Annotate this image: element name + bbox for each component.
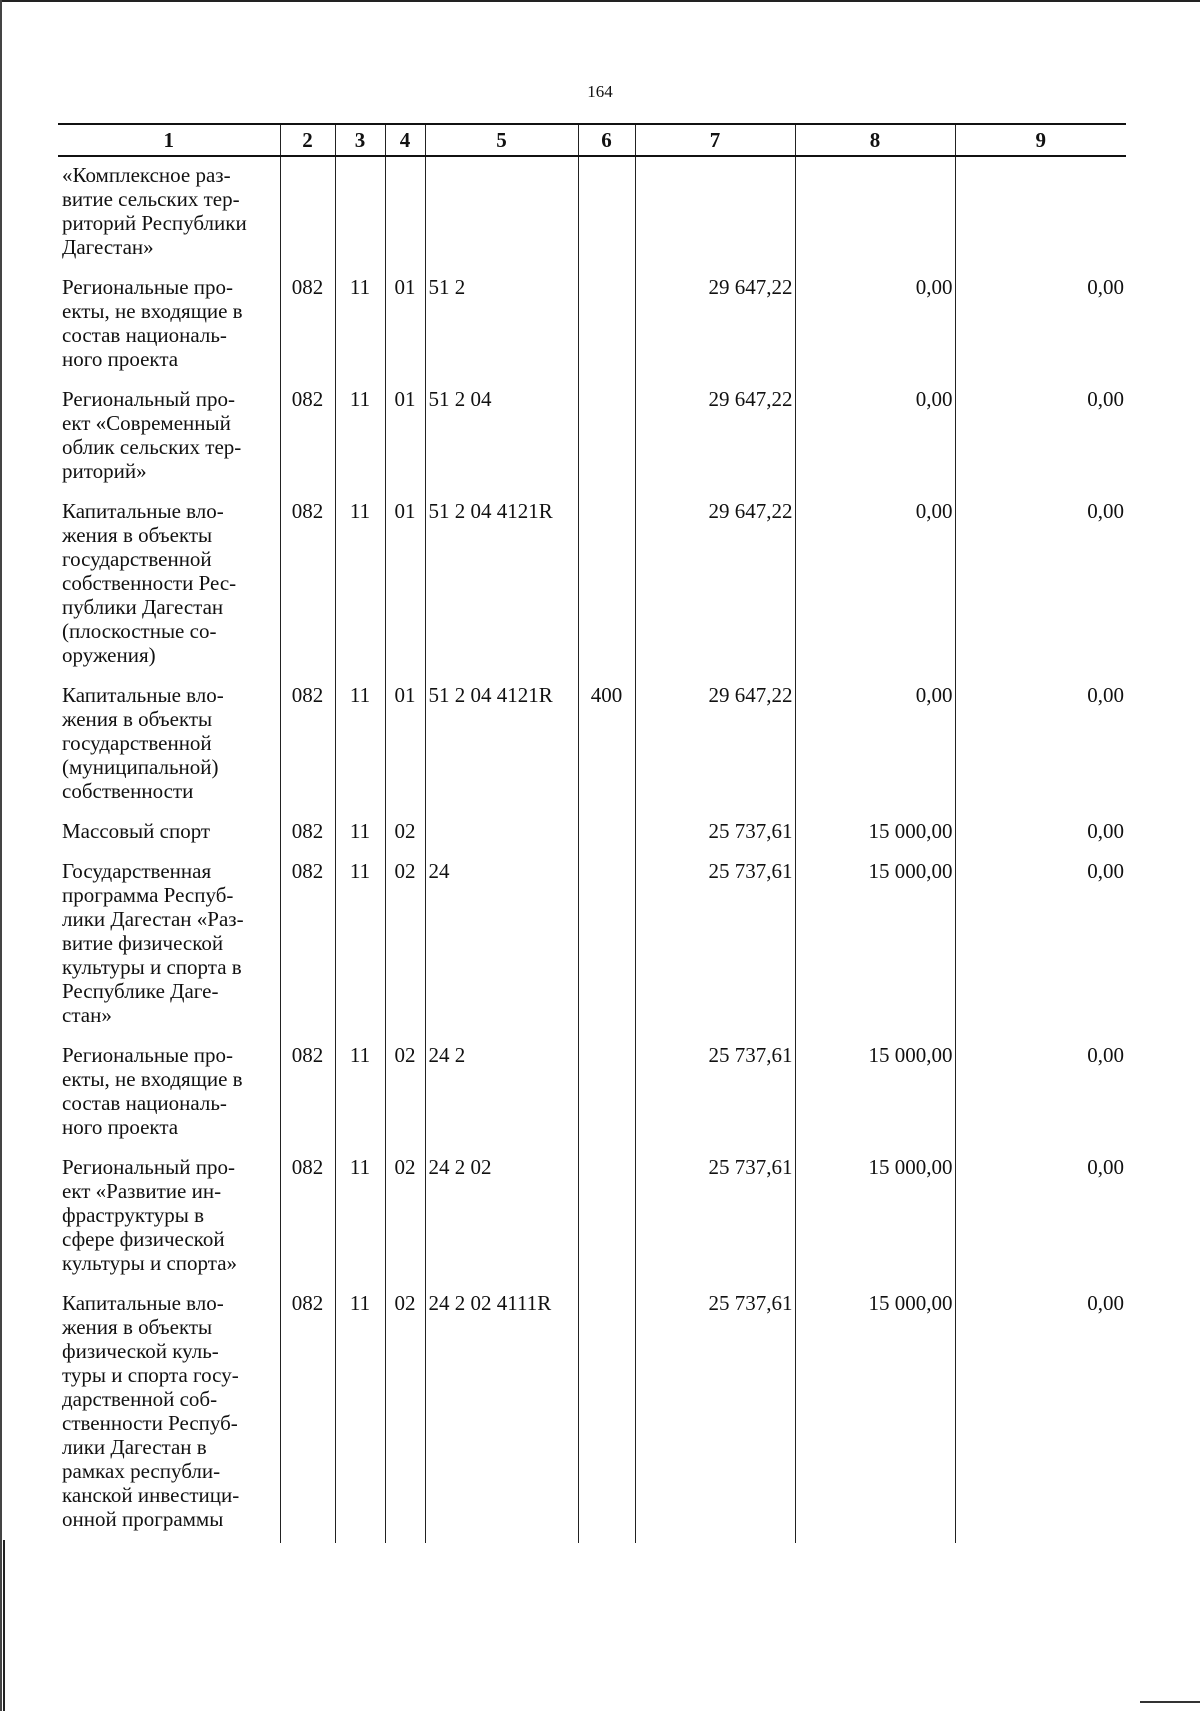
cell-section: 11: [335, 383, 385, 495]
header-row: [58, 124, 1126, 156]
cell-amount-col8: 0,00: [795, 495, 955, 679]
row-name-line: собственности Рес-: [62, 571, 237, 595]
table-row: [58, 1039, 1126, 1151]
cell-amount-col8: 15 000,00: [795, 1287, 955, 1543]
cell-amount-col8: [795, 156, 955, 271]
row-name-line: Дагестан»: [62, 235, 154, 259]
cell-amount-col9: [955, 156, 1126, 271]
header-col-5: 5: [425, 124, 578, 156]
cell-subsection: 01: [385, 495, 425, 679]
cell-expense-type: 400: [578, 679, 635, 815]
cell-target-article: 24 2 02 4111R: [425, 1287, 578, 1543]
row-name-line: Региональные про-: [62, 275, 234, 299]
cell-target-article: 51 2 04 4121R: [425, 679, 578, 815]
row-name-line: риторий»: [62, 459, 147, 483]
row-name-line: дарственной соб-: [62, 1387, 218, 1411]
cell-amount-col8: 0,00: [795, 271, 955, 383]
row-name-line: Капитальные вло-: [62, 1291, 224, 1315]
cell-amount-col8: 0,00: [795, 679, 955, 815]
cell-target-article: [425, 156, 578, 271]
header-col-9: 9: [955, 124, 1126, 156]
cell-expense-type: [578, 815, 635, 855]
row-name: [58, 156, 280, 271]
cell-amount-col9: 0,00: [955, 1287, 1126, 1543]
row-name-line: Региональные про-: [62, 1043, 234, 1067]
row-name-line: рамках республи-: [62, 1459, 221, 1483]
cell-amount-col7: 29 647,22: [635, 679, 795, 815]
row-name-line: (муниципальной): [62, 755, 219, 779]
cell-section: 11: [335, 1039, 385, 1151]
row-name-line: культуры и спорта»: [62, 1251, 238, 1275]
cell-amount-col8: 15 000,00: [795, 1151, 955, 1287]
cell-target-article: 51 2 04 4121R: [425, 495, 578, 679]
header-col-2: 2: [280, 124, 335, 156]
cell-section: 11: [335, 815, 385, 855]
row-name-line: публики Дагестан: [62, 595, 224, 619]
cell-admin-code: 082: [280, 1039, 335, 1151]
cell-amount-col7: 25 737,61: [635, 815, 795, 855]
cell-expense-type: [578, 271, 635, 383]
row-name-line: Массовый спорт: [62, 819, 211, 843]
table-row: [58, 855, 1126, 1039]
cell-subsection: [385, 156, 425, 271]
row-name-line: ного проекта: [62, 1115, 179, 1139]
table-row: [58, 679, 1126, 815]
cell-amount-col8: 15 000,00: [795, 815, 955, 855]
row-name: [58, 679, 280, 815]
cell-amount-col7: 25 737,61: [635, 1151, 795, 1287]
table-row: [58, 156, 1126, 271]
cell-amount-col7: 29 647,22: [635, 271, 795, 383]
cell-subsection: 01: [385, 679, 425, 815]
cell-amount-col8: 15 000,00: [795, 855, 955, 1039]
cell-expense-type: [578, 1151, 635, 1287]
cell-section: 11: [335, 1287, 385, 1543]
cell-admin-code: [280, 156, 335, 271]
cell-expense-type: [578, 495, 635, 679]
row-name: [58, 855, 280, 1039]
row-name-line: состав националь-: [62, 323, 227, 347]
cell-target-article: 24 2: [425, 1039, 578, 1151]
page-border-top: [0, 0, 1200, 2]
page-number: 164: [587, 82, 613, 101]
row-name-line: ственности Респуб-: [62, 1411, 238, 1435]
cell-section: [335, 156, 385, 271]
cell-expense-type: [578, 1287, 635, 1543]
row-name: [58, 1287, 280, 1543]
cell-amount-col9: 0,00: [955, 271, 1126, 383]
row-name-line: ного проекта: [62, 347, 179, 371]
row-name-line: собственности: [62, 779, 194, 803]
cell-expense-type: [578, 383, 635, 495]
row-name-line: государственной: [62, 731, 212, 755]
row-name-line: облик сельских тер-: [62, 435, 242, 459]
cell-amount-col8: 0,00: [795, 383, 955, 495]
cell-amount-col7: 25 737,61: [635, 1039, 795, 1151]
cell-target-article: 24: [425, 855, 578, 1039]
row-name-line: Региональный про-: [62, 387, 235, 411]
row-name-line: лики Дагестан в: [62, 1435, 207, 1459]
header-col-3: 3: [335, 124, 385, 156]
cell-amount-col7: [635, 156, 795, 271]
row-name: [58, 271, 280, 383]
row-name-line: Капитальные вло-: [62, 499, 224, 523]
cell-subsection: 02: [385, 815, 425, 855]
header-col-6: 6: [578, 124, 635, 156]
page-border-left: [0, 0, 2, 1711]
page-border-left-thick: [3, 1540, 5, 1711]
table-row: [58, 495, 1126, 679]
budget-table: [58, 123, 1126, 1543]
cell-expense-type: [578, 855, 635, 1039]
row-name: [58, 1039, 280, 1151]
cell-expense-type: [578, 156, 635, 271]
row-name-line: канской инвестици-: [62, 1483, 240, 1507]
row-name-line: екты, не входящие в: [62, 299, 243, 323]
cell-amount-col9: 0,00: [955, 679, 1126, 815]
cell-amount-col9: 0,00: [955, 815, 1126, 855]
cell-section: 11: [335, 495, 385, 679]
cell-subsection: 01: [385, 271, 425, 383]
row-name-line: Капитальные вло-: [62, 683, 224, 707]
cell-subsection: 02: [385, 1151, 425, 1287]
row-name-line: культуры и спорта в: [62, 955, 242, 979]
cell-target-article: [425, 815, 578, 855]
row-name-line: «Комплексное раз-: [62, 163, 231, 187]
cell-admin-code: 082: [280, 495, 335, 679]
header-col-4: 4: [385, 124, 425, 156]
cell-amount-col9: 0,00: [955, 383, 1126, 495]
row-name-line: государственной: [62, 547, 212, 571]
row-name-line: Республике Даге-: [62, 979, 219, 1003]
cell-amount-col7: 29 647,22: [635, 495, 795, 679]
row-name: [58, 383, 280, 495]
row-name-line: туры и спорта госу-: [62, 1363, 239, 1387]
table-row: [58, 271, 1126, 383]
cell-admin-code: 082: [280, 679, 335, 815]
table-row: [58, 1151, 1126, 1287]
cell-amount-col9: 0,00: [955, 1039, 1126, 1151]
row-name-line: жения в объекты: [62, 523, 213, 547]
cell-amount-col7: 29 647,22: [635, 383, 795, 495]
row-name-line: ект «Современный: [62, 411, 231, 435]
cell-amount-col8: 15 000,00: [795, 1039, 955, 1151]
row-name-line: стан»: [62, 1003, 112, 1027]
header-col-7: 7: [635, 124, 795, 156]
row-name-line: сфере физической: [62, 1227, 225, 1251]
row-name-line: физической куль-: [62, 1339, 219, 1363]
cell-section: 11: [335, 679, 385, 815]
row-name-line: лики Дагестан «Раз-: [62, 907, 244, 931]
corner-mark: [1140, 1701, 1200, 1707]
row-name-line: ект «Развитие ин-: [62, 1179, 222, 1203]
cell-target-article: 51 2: [425, 271, 578, 383]
row-name-line: риторий Республики: [62, 211, 247, 235]
cell-subsection: 02: [385, 1287, 425, 1543]
cell-admin-code: 082: [280, 815, 335, 855]
row-name: [58, 815, 280, 855]
table-row: [58, 815, 1126, 855]
row-name-line: витие сельских тер-: [62, 187, 240, 211]
header-col-1: 1: [58, 124, 280, 156]
row-name-line: екты, не входящие в: [62, 1067, 243, 1091]
cell-admin-code: 082: [280, 271, 335, 383]
cell-admin-code: 082: [280, 1287, 335, 1543]
row-name: [58, 1151, 280, 1287]
row-name-line: онной программы: [62, 1507, 224, 1531]
cell-subsection: 02: [385, 855, 425, 1039]
row-name-line: (плоскостные со-: [62, 619, 217, 643]
row-name-line: оружения): [62, 643, 156, 667]
cell-amount-col9: 0,00: [955, 1151, 1126, 1287]
cell-amount-col9: 0,00: [955, 495, 1126, 679]
row-name: [58, 495, 280, 679]
row-name-line: фраструктуры в: [62, 1203, 205, 1227]
cell-section: 11: [335, 271, 385, 383]
cell-admin-code: 082: [280, 383, 335, 495]
cell-admin-code: 082: [280, 855, 335, 1039]
cell-amount-col9: 0,00: [955, 855, 1126, 1039]
cell-expense-type: [578, 1039, 635, 1151]
row-name-line: витие физической: [62, 931, 224, 955]
cell-admin-code: 082: [280, 1151, 335, 1287]
row-name-line: программа Респуб-: [62, 883, 234, 907]
cell-section: 11: [335, 855, 385, 1039]
table-row: [58, 383, 1126, 495]
cell-subsection: 01: [385, 383, 425, 495]
row-name-line: жения в объекты: [62, 1315, 213, 1339]
cell-target-article: 51 2 04: [425, 383, 578, 495]
cell-target-article: 24 2 02: [425, 1151, 578, 1287]
table-row: [58, 1287, 1126, 1543]
cell-amount-col7: 25 737,61: [635, 855, 795, 1039]
row-name-line: жения в объекты: [62, 707, 213, 731]
row-name-line: состав националь-: [62, 1091, 227, 1115]
cell-subsection: 02: [385, 1039, 425, 1151]
header-col-8: 8: [795, 124, 955, 156]
cell-amount-col7: 25 737,61: [635, 1287, 795, 1543]
cell-section: 11: [335, 1151, 385, 1287]
row-name-line: Государственная: [62, 859, 212, 883]
row-name-line: Региональный про-: [62, 1155, 235, 1179]
